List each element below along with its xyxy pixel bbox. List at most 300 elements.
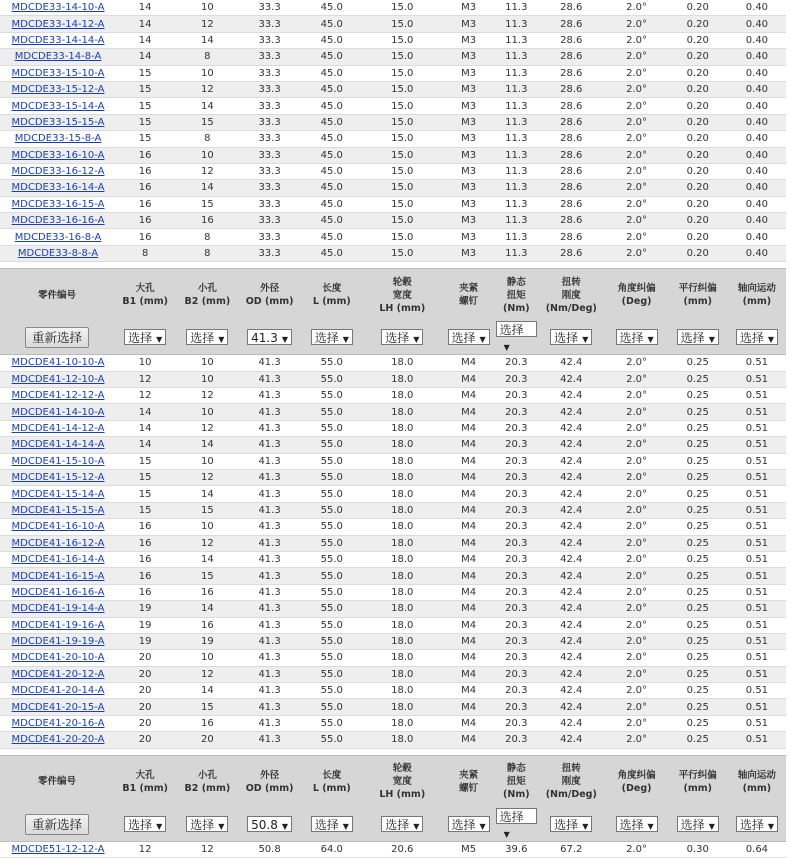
table-cell: 20 bbox=[114, 732, 176, 748]
table-cell: 0.25 bbox=[668, 584, 728, 600]
table-row bbox=[0, 568, 786, 584]
table-cell: 0.40 bbox=[728, 163, 786, 179]
table-cell: 42.4 bbox=[537, 404, 605, 420]
table-cell: 42.4 bbox=[537, 732, 605, 748]
table-cell: M3 bbox=[442, 32, 496, 48]
header-line: B1 (mm) bbox=[122, 296, 168, 308]
table-cell: 2.0° bbox=[605, 196, 667, 212]
table-row bbox=[0, 196, 786, 212]
table-cell: 0.40 bbox=[728, 196, 786, 212]
table-cell: 2.0° bbox=[605, 65, 667, 81]
table-cell: 45.0 bbox=[301, 147, 363, 163]
table-cell: 2.0° bbox=[605, 453, 667, 469]
table-cell: 41.3 bbox=[238, 404, 300, 420]
table-cell: 11.3 bbox=[496, 81, 537, 97]
table-cell: 20.3 bbox=[496, 650, 537, 666]
table-cell: 18.0 bbox=[363, 404, 442, 420]
table-row bbox=[0, 842, 786, 858]
table-cell: 8 bbox=[114, 245, 176, 261]
table-cell: 14 bbox=[176, 683, 238, 699]
part-number-link[interactable]: MDCDE33-14-8-A bbox=[14, 51, 102, 63]
table-cell: 12 bbox=[176, 81, 238, 97]
table-cell: 0.25 bbox=[668, 355, 728, 371]
table-row bbox=[0, 65, 786, 81]
chevron-down-icon: ▼ bbox=[582, 821, 589, 831]
filter-screw-dropdown[interactable] bbox=[448, 329, 490, 345]
chevron-down-icon: ▼ bbox=[708, 821, 715, 831]
part-number-link[interactable]: MDCDE41-14-10-A bbox=[11, 406, 105, 418]
table-cell: 10 bbox=[176, 147, 238, 163]
table-cell: 14 bbox=[114, 49, 176, 65]
table-cell: M3 bbox=[442, 131, 496, 147]
filter-od-dropdown[interactable] bbox=[247, 329, 292, 345]
table-cell: M3 bbox=[442, 180, 496, 196]
table-cell: 0.51 bbox=[728, 371, 786, 387]
table-cell: 15.0 bbox=[363, 81, 442, 97]
table-cell: 20.3 bbox=[496, 502, 537, 518]
part-number-link[interactable]: MDCDE33-16-16-A bbox=[11, 215, 105, 227]
part-number-link[interactable]: MDCDE41-16-12-A bbox=[11, 537, 105, 549]
filter-value: 选择 bbox=[314, 817, 339, 832]
table-cell: 20.3 bbox=[496, 519, 537, 535]
table-cell: 14 bbox=[114, 32, 176, 48]
table-cell: 41.3 bbox=[238, 420, 300, 436]
table-cell: 2.0° bbox=[605, 633, 667, 649]
table-cell: 2.0° bbox=[605, 371, 667, 387]
chevron-down-icon: ▼ bbox=[413, 335, 420, 345]
filter-value: 选择 bbox=[739, 817, 764, 832]
filter-b1-dropdown[interactable] bbox=[124, 329, 166, 345]
table-cell: 33.3 bbox=[238, 163, 300, 179]
table-row bbox=[0, 32, 786, 48]
table-cell: 12 bbox=[114, 371, 176, 387]
table-row bbox=[0, 650, 786, 666]
table-cell: 0.51 bbox=[728, 633, 786, 649]
part-number-link[interactable]: MDCDE33-14-12-A bbox=[11, 18, 105, 30]
part-number-link[interactable]: MDCDE41-15-10-A bbox=[11, 455, 105, 467]
chevron-down-icon: ▼ bbox=[582, 335, 589, 345]
table-cell: 41.3 bbox=[238, 502, 300, 518]
table-cell: M4 bbox=[442, 650, 496, 666]
table-cell: 11.3 bbox=[496, 163, 537, 179]
header-line: 轮毂 bbox=[392, 763, 412, 775]
table-cell: 0.20 bbox=[668, 245, 728, 261]
table-cell: 10 bbox=[176, 371, 238, 387]
table-cell: M4 bbox=[442, 601, 496, 617]
header-line: L (mm) bbox=[312, 782, 351, 794]
table-cell: 14 bbox=[114, 0, 176, 16]
table-row bbox=[0, 699, 786, 715]
table-cell: 20 bbox=[176, 732, 238, 748]
table-row bbox=[0, 16, 786, 32]
table-cell: M4 bbox=[442, 699, 496, 715]
table-cell: 41.3 bbox=[238, 633, 300, 649]
header-b1 bbox=[114, 756, 176, 808]
part-number-link[interactable]: MDCDE41-14-14-A bbox=[11, 439, 105, 451]
part-number-link[interactable]: MDCDE41-20-10-A bbox=[11, 652, 105, 664]
table-cell: 18.0 bbox=[363, 502, 442, 518]
part-number-link[interactable]: MDCDE33-15-12-A bbox=[11, 84, 105, 96]
header-line: 小孔 bbox=[197, 769, 217, 781]
table-row bbox=[0, 683, 786, 699]
filter-stiff-dropdown[interactable] bbox=[550, 329, 592, 345]
part-number-link[interactable]: MDCDE41-16-10-A bbox=[11, 521, 105, 533]
results-table bbox=[0, 842, 786, 858]
table-cell: M4 bbox=[442, 568, 496, 584]
table-cell: 0.20 bbox=[668, 114, 728, 130]
filter-value: 50.8 bbox=[251, 817, 278, 832]
part-number-link[interactable]: MDCDE41-20-16-A bbox=[11, 718, 105, 730]
part-number-link[interactable]: MDCDE33-16-12-A bbox=[11, 166, 105, 178]
part-number-link[interactable]: MDCDE33-15-15-A bbox=[11, 116, 105, 128]
table-row bbox=[0, 715, 786, 731]
table-cell: 2.0° bbox=[605, 163, 667, 179]
table-cell: 55.0 bbox=[301, 355, 363, 371]
table-cell: 45.0 bbox=[301, 81, 363, 97]
table-cell: 0.40 bbox=[728, 98, 786, 114]
table-cell: 45.0 bbox=[301, 0, 363, 16]
table-cell: 2.0° bbox=[605, 213, 667, 229]
table-cell: M3 bbox=[442, 81, 496, 97]
table-cell: 33.3 bbox=[238, 229, 300, 245]
table-cell: M3 bbox=[442, 16, 496, 32]
header-line: 大孔 bbox=[135, 283, 155, 295]
table-cell: 0.25 bbox=[668, 699, 728, 715]
table-cell: 0.51 bbox=[728, 699, 786, 715]
part-number-link[interactable]: MDCDE33-15-14-A bbox=[11, 100, 105, 112]
part-number-link[interactable]: MDCDE41-19-14-A bbox=[11, 603, 105, 615]
table-cell: 20.3 bbox=[496, 715, 537, 731]
table-cell: 16 bbox=[114, 519, 176, 535]
table-cell: 42.4 bbox=[537, 519, 605, 535]
table-row bbox=[0, 245, 786, 261]
table-cell: 45.0 bbox=[301, 98, 363, 114]
table-cell: 15.0 bbox=[363, 131, 442, 147]
filter-b2-dropdown[interactable] bbox=[186, 329, 228, 345]
part-number-link[interactable]: MDCDE41-20-20-A bbox=[11, 734, 105, 746]
table-cell: 50.8 bbox=[238, 842, 300, 858]
table-cell: 15.0 bbox=[363, 163, 442, 179]
table-cell: 20.3 bbox=[496, 617, 537, 633]
table-cell: 15 bbox=[114, 502, 176, 518]
table-cell: 2.0° bbox=[605, 650, 667, 666]
table-cell: 0.20 bbox=[668, 213, 728, 229]
table-cell: 18.0 bbox=[363, 617, 442, 633]
table-cell: 10 bbox=[176, 519, 238, 535]
chevron-down-icon: ▼ bbox=[479, 821, 486, 831]
table-cell: 0.40 bbox=[728, 81, 786, 97]
table-cell: 2.0° bbox=[605, 16, 667, 32]
table-cell: 11.3 bbox=[496, 32, 537, 48]
table-cell: 28.6 bbox=[537, 196, 605, 212]
header-line: L (mm) bbox=[312, 296, 351, 308]
table-cell: 18.0 bbox=[363, 650, 442, 666]
table-cell: M3 bbox=[442, 65, 496, 81]
table-cell: 28.6 bbox=[537, 114, 605, 130]
header-line: 扭转 bbox=[561, 276, 581, 288]
header-torque bbox=[496, 756, 537, 808]
table-cell: 2.0° bbox=[605, 568, 667, 584]
filter-angular-dropdown[interactable] bbox=[616, 329, 658, 345]
part-number-link[interactable]: MDCDE51-12-12-A bbox=[11, 843, 105, 855]
table-cell: 0.51 bbox=[728, 601, 786, 617]
table-cell: 45.0 bbox=[301, 196, 363, 212]
table-row bbox=[0, 163, 786, 179]
part-number-link[interactable]: MDCDE41-15-15-A bbox=[11, 504, 105, 516]
part-number-link[interactable]: MDCDE33-8-8-A bbox=[17, 248, 99, 260]
table-cell: 18.0 bbox=[363, 732, 442, 748]
header-line: 小孔 bbox=[197, 283, 217, 295]
table-cell: M3 bbox=[442, 0, 496, 16]
part-number-link[interactable]: MDCDE41-10-10-A bbox=[11, 357, 105, 369]
table-cell: M3 bbox=[442, 98, 496, 114]
table-cell: 0.51 bbox=[728, 551, 786, 567]
table-row bbox=[0, 502, 786, 518]
table-cell: 28.6 bbox=[537, 32, 605, 48]
filter-value: 选择 bbox=[619, 817, 644, 832]
table-cell: 15.0 bbox=[363, 0, 442, 16]
table-cell: 11.3 bbox=[496, 180, 537, 196]
chevron-down-icon: ▼ bbox=[767, 335, 774, 345]
table-cell: 16 bbox=[114, 568, 176, 584]
table-cell: 18.0 bbox=[363, 437, 442, 453]
table-cell: 15 bbox=[176, 568, 238, 584]
part-number-link[interactable]: MDCDE33-15-8-A bbox=[14, 133, 102, 145]
table-cell: 2.0° bbox=[605, 502, 667, 518]
header-b2 bbox=[176, 756, 238, 808]
filter-torque-dropdown[interactable] bbox=[496, 321, 537, 353]
header-line: 外径 bbox=[260, 283, 280, 295]
filter-len-dropdown[interactable] bbox=[311, 329, 353, 345]
table-cell: 0.30 bbox=[668, 842, 728, 858]
table-cell: 0.25 bbox=[668, 388, 728, 404]
table-cell: 14 bbox=[114, 420, 176, 436]
table-cell: 18.0 bbox=[363, 584, 442, 600]
filter-torque-dropdown[interactable] bbox=[496, 808, 537, 839]
table-cell: 0.25 bbox=[668, 732, 728, 748]
filter-value: 选择 bbox=[128, 817, 153, 832]
table-cell: 39.6 bbox=[496, 842, 537, 858]
table-cell: 41.3 bbox=[238, 453, 300, 469]
table-cell: 45.0 bbox=[301, 16, 363, 32]
table-row bbox=[0, 131, 786, 147]
header-line: 刚度 bbox=[561, 776, 581, 788]
table-cell: 10 bbox=[176, 0, 238, 16]
table-cell: 20.3 bbox=[496, 486, 537, 502]
table-cell: 0.25 bbox=[668, 617, 728, 633]
table-cell: 45.0 bbox=[301, 229, 363, 245]
table-cell: 33.3 bbox=[238, 32, 300, 48]
filter-value: 41.3 bbox=[251, 331, 278, 346]
table-cell: 0.51 bbox=[728, 420, 786, 436]
table-cell: 2.0° bbox=[605, 355, 667, 371]
table-cell: 45.0 bbox=[301, 213, 363, 229]
part-number-link[interactable]: MDCDE41-19-19-A bbox=[11, 636, 105, 648]
table-cell: 2.0° bbox=[605, 180, 667, 196]
table-row bbox=[0, 732, 786, 748]
table-cell: 8 bbox=[176, 49, 238, 65]
table-cell: 15.0 bbox=[363, 49, 442, 65]
part-number-link[interactable]: MDCDE41-16-14-A bbox=[11, 554, 105, 566]
table-cell: 28.6 bbox=[537, 98, 605, 114]
table-cell: 0.40 bbox=[728, 245, 786, 261]
header-line: B1 (mm) bbox=[122, 782, 168, 794]
table-cell: 55.0 bbox=[301, 371, 363, 387]
table-cell: 18.0 bbox=[363, 568, 442, 584]
part-number-link[interactable]: MDCDE41-16-16-A bbox=[11, 586, 105, 598]
table-cell: 42.4 bbox=[537, 437, 605, 453]
table-cell: 2.0° bbox=[605, 98, 667, 114]
chevron-down-icon: ▼ bbox=[156, 335, 163, 345]
part-number-link[interactable]: MDCDE33-14-14-A bbox=[11, 34, 105, 46]
table-cell: 8 bbox=[176, 245, 238, 261]
table-cell: 0.20 bbox=[668, 49, 728, 65]
chevron-down-icon: ▼ bbox=[503, 343, 510, 353]
header-line: 夹紧 bbox=[459, 769, 479, 781]
table-row bbox=[0, 666, 786, 682]
header-line: (mm) bbox=[742, 782, 772, 794]
table-cell: 2.0° bbox=[605, 32, 667, 48]
table-cell: 2.0° bbox=[605, 535, 667, 551]
table-cell: 12 bbox=[176, 163, 238, 179]
table-cell: 55.0 bbox=[301, 388, 363, 404]
table-cell: 0.20 bbox=[668, 229, 728, 245]
table-cell: M4 bbox=[442, 388, 496, 404]
part-number-link[interactable]: MDCDE41-12-10-A bbox=[11, 373, 105, 385]
part-number-link[interactable]: MDCDE41-14-12-A bbox=[11, 423, 105, 434]
table-cell: 15 bbox=[176, 114, 238, 130]
header-line: OD (mm) bbox=[245, 782, 294, 794]
table-cell: 15.0 bbox=[363, 16, 442, 32]
table-cell: 28.6 bbox=[537, 49, 605, 65]
header-line: 轴向运动 bbox=[737, 283, 776, 295]
header-line: 静态 bbox=[506, 763, 526, 775]
table-cell: 20.3 bbox=[496, 469, 537, 485]
part-number-link[interactable]: MDCDE41-12-12-A bbox=[11, 390, 105, 402]
table-cell: 28.6 bbox=[537, 147, 605, 163]
part-number-link[interactable]: MDCDE33-15-10-A bbox=[11, 67, 105, 79]
table-cell: 18.0 bbox=[363, 371, 442, 387]
table-cell: 42.4 bbox=[537, 486, 605, 502]
reset-button[interactable]: 重新选择 bbox=[25, 327, 89, 348]
table-cell: 14 bbox=[176, 437, 238, 453]
part-number-link[interactable]: MDCDE41-15-12-A bbox=[11, 472, 105, 484]
table-cell: 16 bbox=[114, 535, 176, 551]
table-cell: 41.3 bbox=[238, 683, 300, 699]
table-cell: 45.0 bbox=[301, 65, 363, 81]
table-cell: 0.25 bbox=[668, 469, 728, 485]
table-cell: 18.0 bbox=[363, 699, 442, 715]
part-number-link[interactable]: MDCDE33-16-15-A bbox=[11, 198, 105, 210]
table-cell: 2.0° bbox=[605, 114, 667, 130]
table-cell: 42.4 bbox=[537, 584, 605, 600]
table-cell: M4 bbox=[442, 683, 496, 699]
header-line: (Deg) bbox=[621, 296, 652, 308]
table-cell: 16 bbox=[114, 180, 176, 196]
table-cell: 55.0 bbox=[301, 437, 363, 453]
header-lh bbox=[363, 756, 442, 808]
filter-parallel-dropdown[interactable] bbox=[677, 329, 719, 345]
header-line: LH (mm) bbox=[379, 302, 426, 314]
part-number-link[interactable]: MDCDE33-16-10-A bbox=[11, 149, 105, 161]
table-cell: 33.3 bbox=[238, 131, 300, 147]
table-cell: M3 bbox=[442, 213, 496, 229]
table-cell: 2.0° bbox=[605, 437, 667, 453]
table-cell: 33.3 bbox=[238, 213, 300, 229]
table-cell: 33.3 bbox=[238, 245, 300, 261]
table-cell: 12 bbox=[176, 388, 238, 404]
table-cell: 0.20 bbox=[668, 147, 728, 163]
table-cell: 41.3 bbox=[238, 519, 300, 535]
header-line: 扭转 bbox=[561, 763, 581, 775]
table-cell: 14 bbox=[176, 98, 238, 114]
table-cell: M3 bbox=[442, 49, 496, 65]
table-cell: 41.3 bbox=[238, 584, 300, 600]
table-cell: 0.25 bbox=[668, 715, 728, 731]
part-number-link[interactable]: MDCDE33-14-10-A bbox=[11, 2, 105, 14]
table-cell: 0.40 bbox=[728, 180, 786, 196]
part-number-link[interactable]: MDCDE41-16-15-A bbox=[11, 570, 105, 582]
table-cell: 15 bbox=[114, 469, 176, 485]
header-part-no: 零件编号 bbox=[38, 776, 77, 788]
header-od bbox=[238, 269, 300, 321]
table-cell: M3 bbox=[442, 114, 496, 130]
part-number-link[interactable]: MDCDE41-20-15-A bbox=[11, 701, 105, 713]
part-number-link[interactable]: MDCDE41-19-16-A bbox=[11, 619, 105, 631]
table-cell: 12 bbox=[176, 842, 238, 858]
part-number-link[interactable]: MDCDE41-20-12-A bbox=[11, 668, 105, 680]
table-row bbox=[0, 633, 786, 649]
table-cell: M4 bbox=[442, 584, 496, 600]
table-cell: M4 bbox=[442, 715, 496, 731]
header-line: 轮毂 bbox=[392, 276, 412, 288]
table-cell: 0.51 bbox=[728, 355, 786, 371]
table-row bbox=[0, 601, 786, 617]
header-stiff bbox=[537, 756, 605, 808]
header-line: 宽度 bbox=[392, 289, 412, 301]
table-cell: M4 bbox=[442, 420, 496, 436]
column-header bbox=[0, 755, 786, 842]
part-number-link[interactable]: MDCDE33-16-14-A bbox=[11, 182, 105, 194]
table-cell: 41.3 bbox=[238, 699, 300, 715]
table-cell: 15.0 bbox=[363, 32, 442, 48]
part-number-link[interactable]: MDCDE33-16-8-A bbox=[14, 231, 102, 243]
filter-axial-dropdown[interactable] bbox=[736, 329, 778, 345]
table-cell: 14 bbox=[176, 601, 238, 617]
table-cell: 55.0 bbox=[301, 469, 363, 485]
table-row bbox=[0, 229, 786, 245]
header-line: 外径 bbox=[260, 769, 280, 781]
part-number-link[interactable]: MDCDE41-15-14-A bbox=[11, 488, 105, 500]
table-cell: M4 bbox=[442, 519, 496, 535]
header-line: (Deg) bbox=[621, 782, 652, 794]
table-cell: 42.4 bbox=[537, 371, 605, 387]
table-cell: 15 bbox=[176, 196, 238, 212]
table-cell: 0.20 bbox=[668, 16, 728, 32]
table-cell: 0.20 bbox=[668, 98, 728, 114]
table-cell: 0.51 bbox=[728, 666, 786, 682]
table-cell: 55.0 bbox=[301, 519, 363, 535]
reset-button[interactable]: 重新选择 bbox=[25, 814, 89, 835]
table-cell: 19 bbox=[114, 601, 176, 617]
filter-value: 选择 bbox=[554, 817, 579, 832]
filter-lh-dropdown[interactable] bbox=[381, 329, 423, 345]
part-number-link[interactable]: MDCDE41-20-14-A bbox=[11, 685, 105, 697]
table-cell: M3 bbox=[442, 229, 496, 245]
table-cell: 2.0° bbox=[605, 584, 667, 600]
header-line: 夹紧 bbox=[459, 283, 479, 295]
table-cell: M4 bbox=[442, 502, 496, 518]
